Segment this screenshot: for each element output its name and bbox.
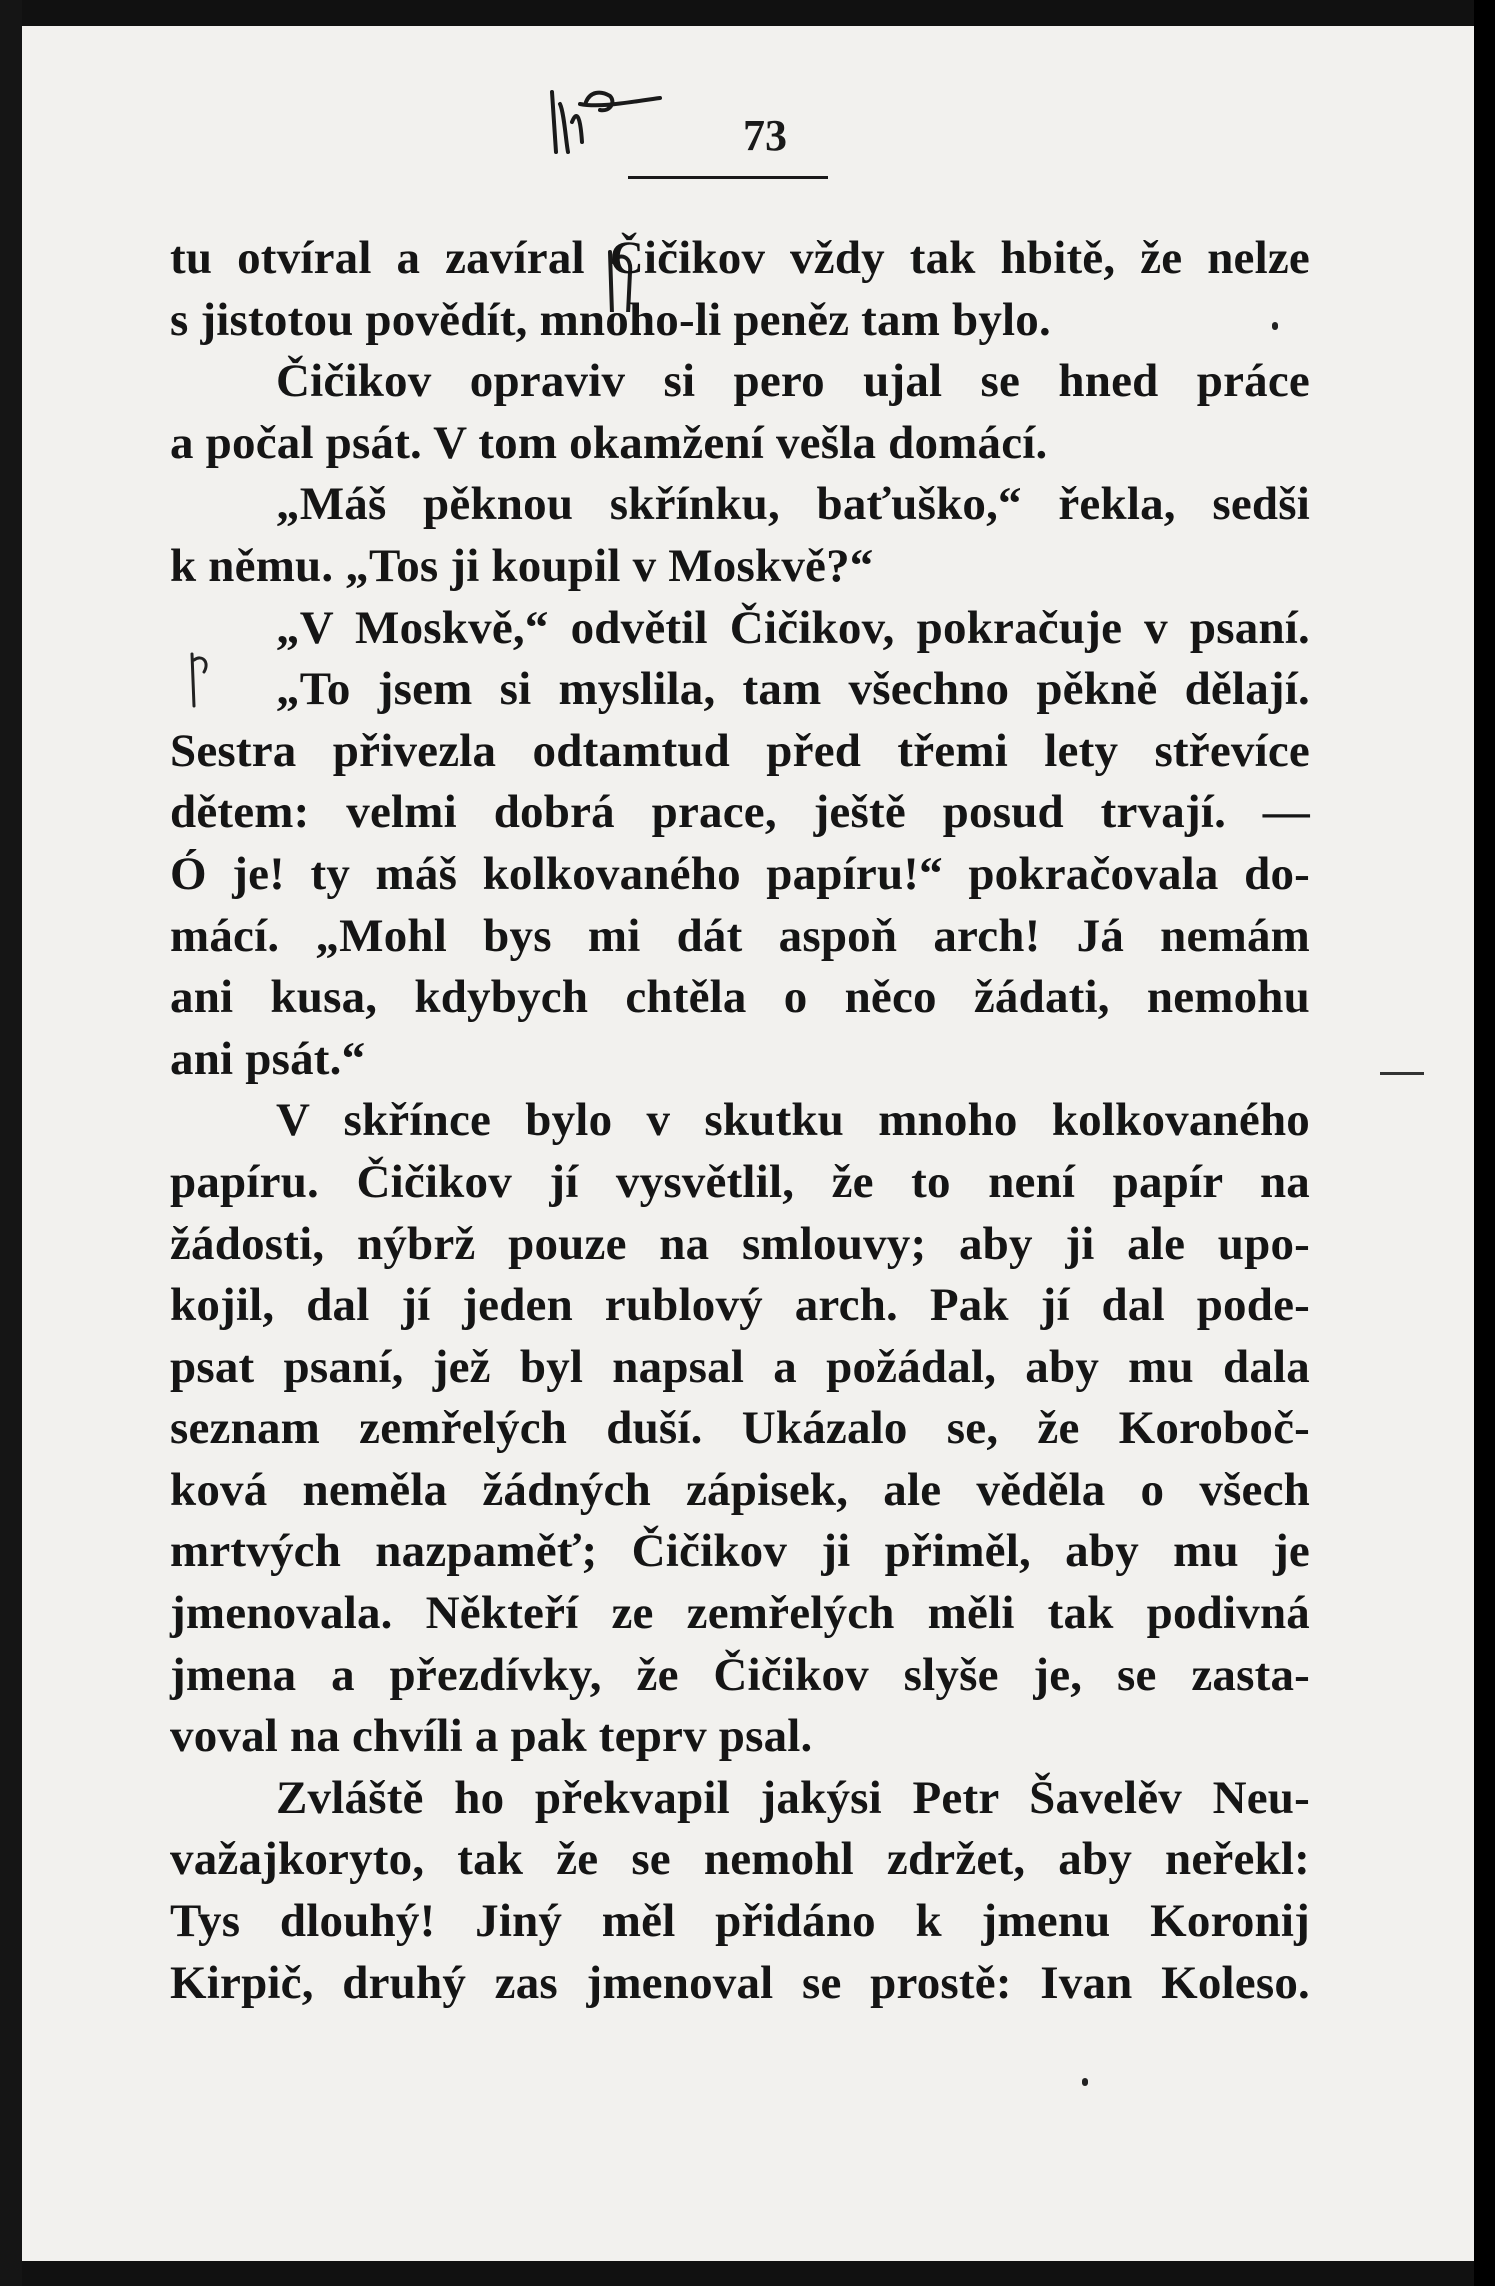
body-text — [170, 228, 1310, 2014]
text-line: a počal psát. V tom okamžení vešla domácí. — [170, 416, 1048, 469]
text-line: važajkoryto, tak že se nemohl zdržet, aby neřekl: — [170, 1833, 1310, 1886]
text-line: voval na chvíli a pak teprv psal. — [170, 1710, 813, 1763]
text-line: V skřínce bylo v skutku mnoho kolkovaného — [276, 1094, 1310, 1147]
margin-dot-mark — [1272, 322, 1278, 330]
scan-left-edge — [0, 0, 22, 2286]
margin-pencil-mark-icon — [184, 650, 214, 710]
text-line: k němu. „Tos ji koupil v Moskvě?“ — [170, 539, 874, 592]
text-line: ani kusa, kdybych chtěla o něco žádati, nemohu — [170, 971, 1310, 1024]
text-line: s jistotou povědít, mnoho-li peněz tam bylo. — [170, 293, 1051, 346]
text-line: Zvláště ho překvapil jakýsi Petr Šavelěv Neu- — [276, 1771, 1310, 1824]
page-number: 73 — [743, 111, 787, 160]
text-line: Kirpič, druhý zas jmenoval se prostě: Ivan Koleso. — [170, 1956, 1310, 2009]
text-line: „V Moskvě,“ odvětil Čičikov, pokračuje v psaní. — [276, 601, 1310, 654]
text-line: seznam zemřelých duší. Ukázalo se, že Koroboč- — [170, 1402, 1310, 1455]
text-line: ani psát.“ — [170, 1032, 366, 1085]
header-rule — [628, 176, 828, 179]
text-line: Ó je! ty máš kolkovaného papíru!“ pokračovala do- — [170, 847, 1310, 900]
text-line: mrtvých nazpaměť; Čičikov ji přiměl, aby mu je — [170, 1525, 1310, 1578]
text-line: psat psaní, jež byl napsal a požádal, aby mu dala — [170, 1340, 1310, 1393]
text-line: tu otvíral a zavíral Čičikov vždy tak hbitě, že nelze — [170, 232, 1310, 284]
text-line: žádosti, nýbrž pouze na smlouvy; aby ji ale upo- — [170, 1217, 1310, 1270]
text-line: Tys dlouhý! Jiný měl přidáno k jmenu Koronij — [170, 1895, 1310, 1948]
text-line: mácí. „Mohl bys mi dát aspoň arch! Já nemám — [170, 909, 1310, 962]
margin-dash-mark — [1380, 1072, 1424, 1075]
text-line: dětem: velmi dobrá prace, ještě posud trvají. — — [170, 786, 1310, 839]
text-line: Čičikov opraviv si pero ujal se hned práce — [276, 355, 1310, 408]
page-header — [600, 92, 830, 192]
scan-right-edge — [1474, 0, 1495, 2286]
text-line: Sestra přivezla odtamtud před třemi lety střevíce — [170, 724, 1310, 777]
text-line: papíru. Čičikov jí vysvětlil, že to není papír na — [170, 1155, 1310, 1208]
text-line: kojil, dal jí jeden rublový arch. Pak jí dal pode- — [170, 1279, 1310, 1332]
text-line: „Máš pěknou skřínku, baťuško,“ řekla, sedši — [276, 478, 1310, 531]
margin-dot-mark — [1082, 2078, 1088, 2086]
text-line: ková neměla žádných zápisek, ale věděla o všech — [170, 1463, 1310, 1516]
text-line: jmenovala. Někteří ze zemřelých měli tak podivná — [170, 1587, 1310, 1640]
text-line: „To jsem si myslila, tam všechno pěkně dělají. — [276, 663, 1310, 716]
text-line: jmena a přezdívky, že Čičikov slyše je, se zasta- — [170, 1648, 1310, 1701]
